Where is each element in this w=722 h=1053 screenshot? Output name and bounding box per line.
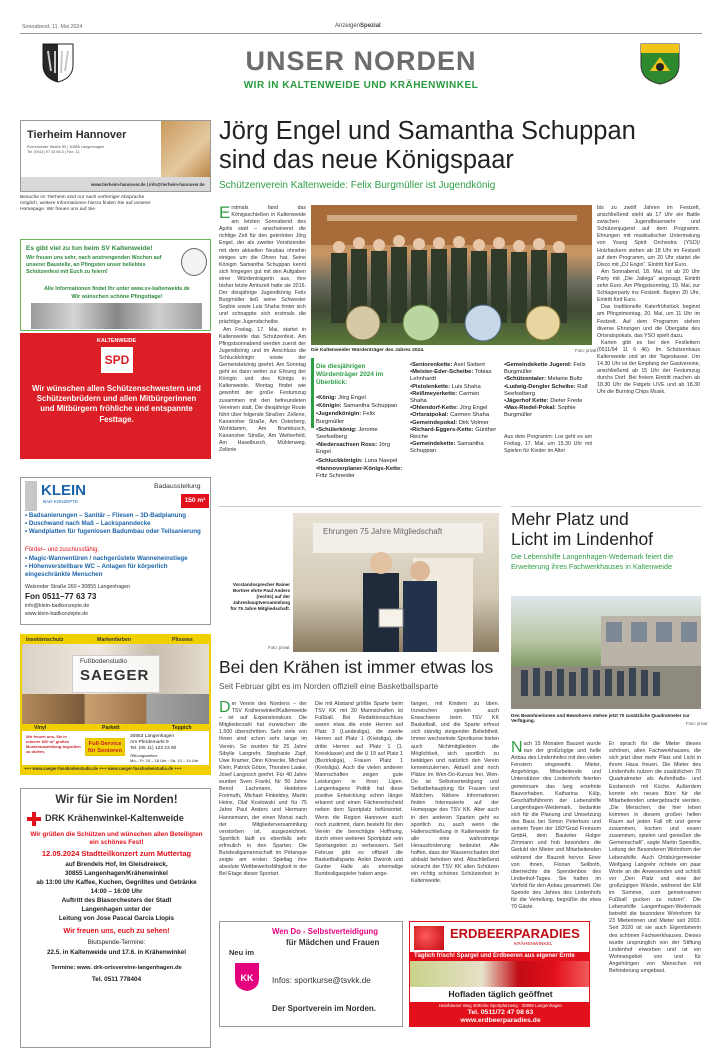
klein-logo: KLEIN — [41, 482, 86, 499]
tsv-footer: Der Sportverein im Norden. — [272, 1004, 377, 1013]
main-headline: Jörg Engel und Samantha Schuppan sind das neue Königspaar — [219, 117, 636, 174]
issue-date: Sonnabend, 11. Mai 2024 — [22, 24, 83, 30]
drk-web[interactable]: Termine: www. drk-ortsvereine-langenhagen.de — [51, 965, 182, 971]
tsv-kk-logo-icon — [234, 962, 260, 992]
tierheim-note: Besuche im Tierheim sind nur nach vorheriger Absprache möglich, weitere Informationen hierzu finden Sie auf unserer Homepage. Wir freuen uns auf Sie — [20, 195, 151, 213]
klein-sub: BAD-KONZEPTE — [43, 499, 79, 504]
basketball-col-2: Die mit Abstand größte Sparte beim TSV KK mit 30 Mannschaften ist Fußball. Bei Redaktionsschluss waren etwa die erste Herren auf Platz 3 (Landesliga), die zweite Herren auf Platz 1 (Kreisliga), die dritte Herren auf Platz 1 (1. Kreisklasse) und die U 19 auf Platz 1 (Bezirksliga), Frauen Platz 1 (Kreisliga). Auch die vielen anderen Mannschaften zeigen gute Leistungen in ihren Ligen. Langenhagens Politik hat diese positive Entwicklung schon länger erkannt und einen Fächerentscheid neben dem Sportplatz befürwortet. Wenn die Region Hannover auch noch zustimmt, dann besteht für den Verein die berechtigte Hoffnung, durch einen weiteren Sportplatz sein Sportangebot zu verbessern. Seit Februar gibt es offiziell die Basketballsparte. Anikó Dworok und Gunter Halle als ehemalige Bundesligaspieler haben ange- — [315, 701, 403, 878]
klein-bad-ad — [20, 477, 211, 625]
klein-address: Walsroder Straße 260 • 30855 Langenhagen — [25, 584, 131, 590]
drk-blood-dates: 22.5. in Kaltenweide und 17.6. in Krähenwinkel — [47, 949, 186, 956]
lindenhof-col-1: Nach 15 Monaten Bauzeit wurde nun der großzügige und helle Anbau des Lindenhofes mit den vielen Fenstern eingeweiht. Mieter, Angehörige, Mitarbeitende und Unterstützer des Lindenhofs feierten gemeinsam das lang ersehnte Bauvorhaben. Katharina Külp, Geschäftsführerin der Lebenshilfe Langenhagen-Wedemark, bedankte sich für die Planung und Umsetzung des Baus bei Simon Peterburs und seinem Team der 180°Grad Freiraum GmbH, dem Bauleiter Holger Zimmann und hob besonders die Geduld der Mieter und Mitarbeitenden während der Bauzeit hervor. Einer von ihnen, Florian Seilboth, überreichte die Spendenbox des Lindenhof-Tages. Sie hatten im Vorfeld für den Anbau gesammelt. Die Spende des Jahres des Lindenhofs für die Verteilung, begrüßte die etwa 70 Gäste. — [511, 739, 601, 911]
klein-tagline: Badausstellung — [154, 483, 201, 490]
saeger-cat-3: Plissees — [172, 637, 193, 643]
wuerdentraeger-list-2: ▪Seniorenkette: Axel Siebert ▪Meister-Eder-Scheibe: Tobias Lehnhardt ▪Pistolenkette: Luis Shaha ▪Reißmeyerkette: Carmen Shaha ▪Ohlendorf-Kette: Jörg Engel ▪Ortsratpokal: Carmen Shaha ▪Gemeindepokal: Dirk Volmer ▪Richard-Eggers-Kette: Günther Reiche ▪Gemeindekette: Samantha Schuppan — [410, 362, 497, 455]
saeger-web[interactable]: +++ www.saeger-fussbodenstudio.de +++ www.saeger-fussbodenstudio.de +++ — [24, 766, 182, 771]
strawberry-icon — [414, 926, 444, 950]
tsv-course-title: Wen Do - Selbstverteidigung — [272, 927, 378, 936]
saeger-cat-vinyl: Vinyl — [34, 725, 47, 731]
main-col-3: bis zu zwölf Jahren im Festzelt, anschließend steht ab 17 Uhr ein Battle zwischen Jugendfeuerwehr und Schützenjugend auf dem Programm. Ehrungen mit musikalischer Untermalung von Young Spirit Orchestra (YSO)/ Holzhackern stehen ab 18 Uhr im Festzelt auf dem Programm, um 20 Uhr startet die Disco mit „DJ Engin“. Eintritt fünf Euro. Am Sonnabend, 18. Mai, ist ab 20 Uhr Party mit „Die Jatlega“ angesagt. Eintritt zehn Euro. Am Pfingstsonntag, 19. Mai, zur Schlagerparty ins Festzelt. Beginn 20 Uhr, Eintritt fünf Euro. Das traditionelle Katerfrühstück beginnt am Pfingstmontag, 20. Mai, um 11 Uhr im Festzelt. Auf dem Programm stehen diverse Ehrungen und die Übergabe des Ortsratspokals, das YSO spielt dazu. Karten gibt es bei den Festleitern (0511/94 11 6 46). Im Schützenhaus Kaltenweide und an der Tageskasse. Um 14.30 Uhr ist der Empfang der Gastvereine, anschließend ab 15 Uhr der Festumzug durchs Dorf. Bei freiem Eintritt machen ab 18.30 Uhr die Fidgets LIVE und ab 18.30 Uhr die Burning Chips Musik. — [597, 205, 700, 396]
lindenhof-col-2: Er sprach für die Mieter dieses schönen, alten Fachwerkhauses, die sich jetzt über mehr Platz und Licht in ihrem Haus freuen. Die Mieter des Lindenhofs nutzen die zusätzlichen 70 Quadratmeter als Aufenthalts- und Essbereich mit Küche. Außerdem konnte ein neues Büro für die Mitarbeitenden untergebracht werden. „Die Menschen, die hier leben kommen in diesem großen hellen Raum auf jeden Fall oft und gerne zusammen, kochen und essen zusammen, spielen und genießen die Gemeinschaft“, sagte Martin Spendlin, Leitung der Besonderen Wohnform der Lebenshilfe. Auch Ortsbürgermeister Weifgang Langrehr richtete ein paar Worte an die Anwesenden und schloß vor „Den Platz und eine der großzügigen Wände, während der EM im Sommer, zum gemeinsamen Fußball gucken zu nutzen“. Die Lebenshilfe Langenhagen-Wedemark betreibt die besondere Wohnform für 23 Mieterinnen und Mieter seit 2003. Seit 2020 ist sie auch Eigentümerin des schönen Fachwerkhauses. Dieses wurde ursprünglich von der Stiftung Lindenhof erworben und ist ein Wohnangebot von und für Angehörigen von Menschen mit Behinderung umgebaut. — [609, 741, 701, 974]
saeger-floor-samples — [22, 694, 209, 724]
saeger-ad — [20, 634, 211, 775]
lindenhof-credit: Foto: privat — [686, 721, 708, 726]
drk-title: Wir für Sie im Norden! — [55, 793, 178, 806]
drk-welcome: Wir freuen uns, euch zu sehen! — [63, 926, 170, 935]
erdbeer-address: Hainhäuser Weg 40/Ecke Sportplatzweg · 30855 Langenhagen — [439, 1003, 562, 1008]
wuerdentraeger-list-3: ▪Gemeindekette Jugend: Felix Burgmüller ▪Schützentaler: Melanie Bultz ▪Ludwig-Dengler Scheibe: Ralf Seefselberg ▪Jägerhof Kette: Dieter Frede ▪Max-Riedel-Pokal: Sophie Burgmüller — [504, 362, 588, 419]
erdbeer-place: KRÄHENWINKEL — [514, 942, 553, 947]
sv-logo-icon — [181, 248, 207, 276]
tierheim-address: Evershorster Straße 80 | 30855 Langenhagen Tel. (0511) 97 33 98-0 | Fax -11 — [27, 145, 105, 154]
tsv-kk-ad — [219, 921, 403, 1027]
erdbeer-produce-photo — [410, 961, 590, 987]
saeger-logo: SAEGER — [80, 667, 150, 684]
page-subtitle: WIR IN KALTENWEIDE UND KRÄHENWINKEL — [243, 80, 479, 91]
sv-info: Alle Informationen findet Ihr unter www.sv-kaltenweide.de — [44, 286, 190, 292]
tsv-new-label: Neu im — [229, 948, 255, 957]
koenigspaar-credit: Foto: privat — [575, 348, 597, 353]
klein-foerder: Förder– und zuschussfähig: — [25, 547, 100, 553]
lindenhof-subheadline: Die Lebenshilfe Langenhagen-Wedemark feiert die Erweiterung ihres Fachwerkhauses in Kaltenweide — [511, 552, 674, 571]
wuerdentraeger-heading: Die diesjährigen Würdenträger 2024 im Überblick: — [316, 363, 384, 387]
klein-web[interactable]: www.klein-badkonzepte.de — [25, 611, 89, 617]
drk-event: 12.05.2024 Stadtteilkonzert zum Muttertag — [41, 849, 192, 858]
saeger-hours: Öffnungszeiten: Mo.– Fr. 10 – 18 Uhr · Sa. 10 – 14 Uhr — [130, 753, 199, 763]
drk-name: DRK Krähenwinkel-Kaltenweide — [45, 813, 184, 823]
basketball-col-1: Der Verein des Nordens – der TSV Krähenwinkel/Kaltenweide – ist auf Expansionskurs. Die Mitgliederzahl hat inzwischen die 1.500 überschritten. Sehr viele von Ihnen sind schon sehr lange im Verein. So wurden für 25 Jahre Sibylle Langrehr, Stephanie Zapf, Uwe Kramer, Dino Könecke, Michael Klein, Patrick Götze, Thorsten Laake, Josef Langosch geehrt. Für 40 Jahre wurden Sven Frankl, für 50 Jahre Bernd Lachmann, Heidelore Freimuth, Michael Finkeldey, Martin Heins, Olaf Koslowski und für 75 Jahre Paul Anders und Hermann Hannemann, der einen Monat nach der Mitgliederversammlung verstorben ist, ausgezeichnet. Sportlich läuft es ebenfalls sehr erfreulich in den Sparten. Die Bundesligamannschaft im Pétanque zeigte am ersten Spieltag ihre absolute Wettbewerbsfähigkeit in der Bel Etage dieser Sportart. — [219, 699, 307, 878]
tsv-info[interactable]: Infos: sportkurse@tsvkk.de — [272, 976, 371, 985]
spd-label: KALTENWEIDE — [96, 338, 137, 344]
tierheim-title: Tierheim Hannover — [27, 129, 127, 141]
tierheim-web[interactable]: www.tierheim-hannover.de | info@tierheim-hannover.de — [91, 182, 205, 187]
spd-text: Wir wünschen allen Schützenschwestern und Schützenbrüdern und allen Mitbürgerinnen und Mitbürgern fröhliche und entspannte Festtage. — [32, 384, 201, 424]
kraehenwinkel-crest-icon — [640, 43, 680, 85]
basketball-col-3: fangen, mit Kindern zu üben. Inzwischen spielen auch Erwachsene beim TSV KK Basketball, und die Sparte erfreut sich ständig steigender Beliebtheit. Immer wechselnde Sportkurse bieten auch Nichtmitgliedern die Möglichkeit, sich sportlich zu betätigen und natürlich den Verein kennenzulernen. Aktuell sind noch Plätze im Wen-Do-Kursus frei. Wen-Do ist Selbstverteidigung und Selbstbehauptung für Frauen und Mädchen. Nähere Informationen finden Interessierte auf der Homepage des TSV KK. Aber auch in den anderen Sparten geht es sportlich zu, auch wenn die Hallenschließung in Kaltenweide für alle eine wahnsinnige Herausforderung bedeutet. Alle hoffen, dass der Wasserschaden dort alsbald behoben wird. Abschließend wünscht der TSV KK allen Schützen ein richtig schönes Schützenfest in Kaltenweide. — [411, 701, 499, 885]
erdbeer-phone[interactable]: Tel. 0511/72 47 08 63 — [467, 1009, 534, 1016]
erdbeer-web[interactable]: www.erdbeerparadies.de — [460, 1017, 541, 1024]
ehrung-banner: Ehrungen 75 Jahre Mitgliedschaft — [323, 527, 443, 536]
lindenhof-caption: Den Bewohnerinnen und Bewohnern stehen jetzt 70 zusätzliche Quadratmeter zur Verfügung. — [511, 713, 690, 723]
saeger-cat-teppich: Teppich — [172, 725, 192, 731]
spd-logo: SPD — [101, 347, 133, 373]
basketball-headline: Bei den Krähen ist immer etwas los — [219, 657, 494, 677]
sv-construction-photo — [31, 303, 202, 329]
spd-ad — [20, 333, 211, 459]
drk-blood-heading: Blutspende-Termine: — [87, 939, 146, 946]
svg-text:KK: KK — [240, 973, 254, 983]
sv-text: Wir freuen uns sehr, nach anstrengenden Wochen auf unserer Baustelle, an Pfingsten unser beliebtes Schützenfest mit Euch zu feiern! — [26, 255, 162, 275]
klein-email[interactable]: info@klein-badkonzepte.de — [25, 603, 90, 609]
koenigspaar-photo — [311, 205, 592, 345]
page-title: UNSER NORDEN — [245, 46, 477, 76]
drk-phone[interactable]: Tel. 0511 778404 — [91, 976, 142, 983]
ehrung-photo — [293, 513, 499, 652]
sv-kaltenweide-ad — [20, 239, 211, 331]
klein-services: • Badsanierungen – Sanitär – Fliesen – 3D-Badplanung • Duschwand nach Maß – Lackspanndecke • Wandplatten für fugenlosen Badumbau oder Teilsanierung — [25, 512, 201, 536]
programm-intro: Aus dem Programm: Los geht es am Freitag, 17. Mai, um 15.30 Uhr mit Spielen für Kinder im Alter — [504, 434, 592, 455]
wuerdentraeger-list-1: ▪König: Jörg Engel ▪Königin: Samantha Schuppan ▪Jugendkönigin: Felix Burgmüller ▪Schülerkönig: Jerome Seefselberg ▪Niedersachsen Ross: Jörg Engel ▪Schluckkönigin: Luna Naepel ▪Hannoverplaner-Königs-Kette: Fritz Schneider — [316, 395, 403, 480]
saeger-sub: Fußbodenstudio — [80, 658, 127, 665]
koenigspaar-caption: Die Kaltenweider Würdenträger des Jahres 2024. — [311, 348, 425, 353]
tsv-course-sub: für Mädchen und Frauen — [286, 938, 380, 947]
drk-event-details: auf Brendels Hof, Im Gleisdreieck, 30855 Langenhagen/Krähenwinkel ab 13:00 Uhr Kaffee, Kuchen, Gegrilltes und Getränke 14:00 – 16:00 Uhr Auftritt des Blasorchesters der Stadt Langenhagen unter der Leitung von Jose Pascal Garcia Llopis — [36, 861, 197, 922]
ehrung-caption: Vorstandssprecher Rainer Bortner ehrte Paul Anders (rechts) auf der Jahreshauptversammlung für 75 Jahre Mitgliedschaft. — [230, 582, 290, 611]
drk-greeting: Wir grüßen die Schützen und wünschen allen Beteiligten ein schönes Fest! — [30, 831, 203, 846]
saeger-address: 30853 Langenhagen Am Pferdemarkt 9 Tel. (05 11) 123 23 80 — [130, 734, 177, 751]
section-label: AnzeigenSpezial — [335, 23, 381, 29]
basketball-subheadline: Seit Februar gibt es im Norden offiziell eine Basketballsparte — [219, 682, 439, 691]
erdbeer-banner: Täglich frisch! Spargel und Erdbeeren aus eigener Ernte — [414, 953, 575, 959]
saeger-cat-2: Markenfarben — [97, 637, 132, 643]
red-cross-icon — [27, 812, 41, 826]
sv-wishes: Wir wünschen schöne Pfingsttage! — [71, 294, 163, 300]
klein-services-2: • Magic-Wannentüren / nachgerüstete Wanneneinstiege • Höhenverstellbare WC – Anlagen für körperlich eingeschränkte Menschen — [25, 555, 188, 579]
saeger-cat-parkett: Parkett — [102, 725, 120, 731]
drk-ad — [20, 788, 211, 1048]
klein-phone[interactable]: Fon 0511–77 63 73 — [25, 592, 97, 601]
lindenhof-headline: Mehr Platz und Licht im Lindenhof — [511, 509, 654, 549]
ehrung-credit: Foto: privat — [268, 645, 290, 650]
erdbeer-name: ERDBEERPARADIES — [450, 926, 580, 941]
top-rule — [20, 33, 702, 34]
klein-area-badge: 150 m² — [181, 494, 209, 508]
cat-photo — [161, 121, 211, 177]
main-col-1: Erstmals fand das Königsschießen in Kaltenweide am letzten Sonnabend des Aprils statt – anscheinend die richtige Zeit für den gekrönten Jörg Engel, der als zweiter Vorsitzender mit dem aktuellen Neubau ohnehin einiges um die Ohren hat. Seine Königin Samantha Schuppan kennt sich hingegen gut mit den Aufgaben einer Würdenträgerin aus, ihre bisher letzte Amtszeit hatte sie 2016. Der diesjährige Jugendkönig Felix Burgmüller ließ seine Schwester Sophie sowie Luis Shaha hinter sich und schnappte sich erstmals die prächtige Jugendscheibe. Am Freitag, 17. Mai, startet in Kaltenweide das Schützenfest. Am Pfingstsonnabend werden zuerst der Jugendkönig und im Anschluss die Schluckkönigin sowie der Gemeindekönig geehrt. Am Sonntag geht es dann weiter zur Ehrung der Königin und des Königs in Kaltenweide. Montag findet wie gewohnt der große Festumzug zusammen mit den befreundeten Vereinen statt. Die diesjährige Route führt über folgende Straßen: Zellerie, Kananoher Straße, Am Osterberg, Wohldamm, Am Brambusch, Kananoher Straße, Am Weiherfeld, Am Haselbusch, Mühlenweg, Zellerie — [219, 203, 306, 454]
main-subheadline: Schützenverein Kaltenweide: Felix Burgmüller ist Jugendkönig — [219, 180, 496, 191]
saeger-note: Wir freuen uns, Sie in unserer 600 m² großen Musterausstellung begrüßen zu dürfen. — [26, 734, 81, 754]
erdbeer-ad — [409, 921, 590, 1027]
tierheim-ad — [20, 120, 211, 192]
saeger-service-badge: Full-Service für Senioren — [85, 738, 125, 756]
sv-title: Es gibt viel zu tun beim SV Kaltenweide! — [26, 245, 153, 252]
lindenhof-photo — [511, 596, 701, 709]
saeger-cat-1: Insektenschutz — [26, 637, 64, 643]
erdbeer-shop: Hofladen täglich geöffnet — [448, 989, 553, 999]
